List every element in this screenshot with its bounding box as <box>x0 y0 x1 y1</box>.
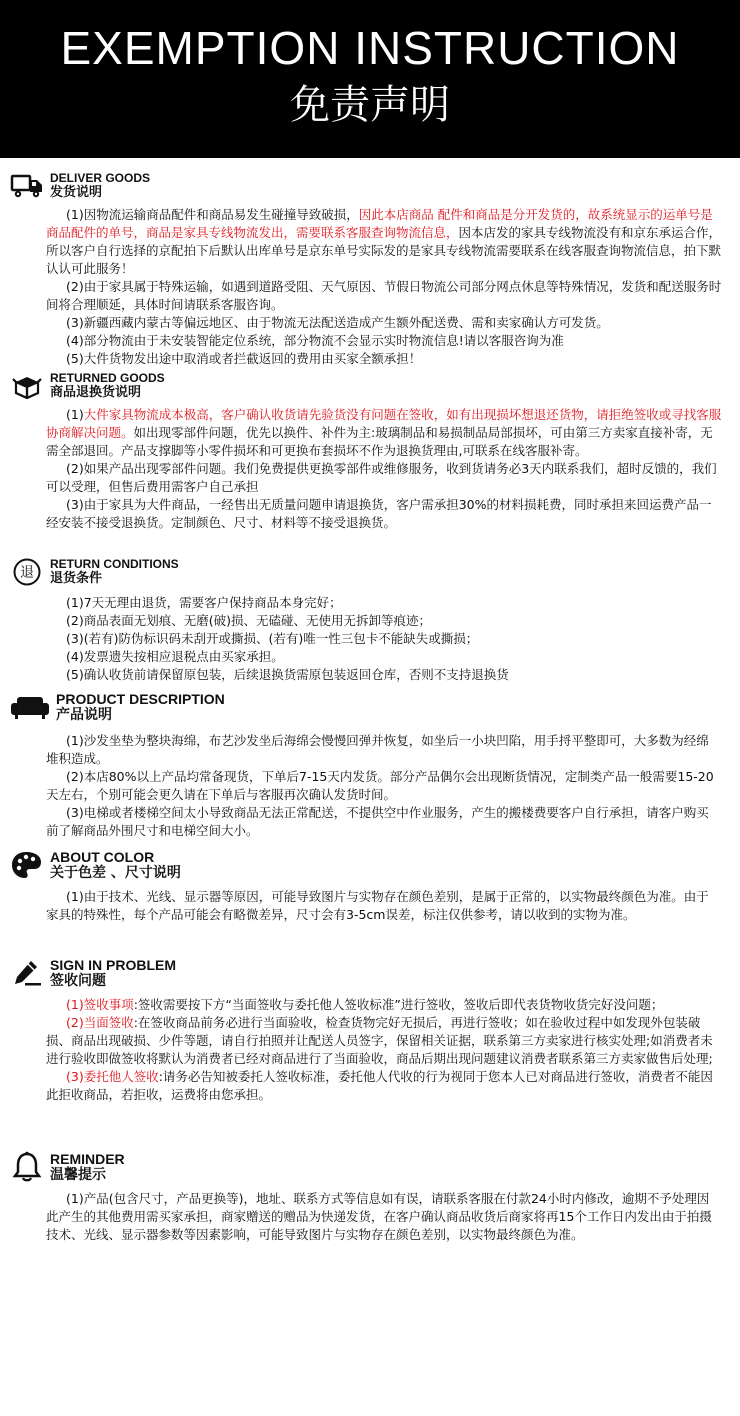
section-deliver-goods <box>0 170 740 368</box>
bell-icon <box>10 1152 44 1182</box>
return-icon-char: 退 <box>20 565 34 581</box>
return-icon <box>10 557 44 587</box>
section-header <box>0 688 740 726</box>
conditions-item-3: (3)(若有)防伪标识码未刮开或撕损、(若有)唯一性三包卡不能缺失或撕损； <box>66 631 479 646</box>
deliver-paragraph-2: (2)由于家具属于特殊运输，如遇到道路受阻、天气原因、节假日物流公司部分网点休息等特殊情况，发货和配送服务时间将合理顺延，具体时间请联系客服咨询。 <box>46 279 722 312</box>
returned-paragraph-2: (2)如果产品出现零部件问题。我们免费提供更换零部件或维修服务，收到货请务必3天内联系我们，超时反馈的，我们可以受理，但售后费用需客户自己承担 <box>46 461 717 494</box>
reminder-paragraph-1: (1)产品(包含尺寸，产品更换等)，地址、联系方式等信息如有误，请联系客服在付款24小时内修改，逾期不予处理因此产生的其他费用需买家承担，商家赠送的赠品为快递发货，在客户确认商品收货后商家将再15个工作日内发出由于拍摄技术、光线、显示器参数等因素影响，可能导致图片与实物存在颜色差别，以实物最终颜色为准。 <box>46 1191 712 1242</box>
deliver-paragraph-3: (3)新疆西藏内蒙古等偏远地区、由于物流无法配送造成产生额外配送费、需和卖家确认方可发货。 <box>66 315 609 330</box>
section-sign-in-problem <box>0 956 740 1104</box>
section-title-zh: 退货条件 <box>50 571 103 586</box>
section-reminder <box>0 1150 740 1244</box>
sofa-icon <box>10 692 50 722</box>
returned-paragraph-3: (3)由于家具为大件商品，一经售出无质量问题申请退换货，客户需承担30%的材料损耗费，同时承担来回运费产品一经安装不接受退换货。定制颜色、尺寸、材料等不接受退换货。 <box>46 497 712 530</box>
section-header <box>0 170 740 202</box>
section-header <box>0 848 740 882</box>
conditions-item-2: (2)商品表面无划痕、无磨(破)损、无磕碰、无使用无拆卸等痕迹； <box>66 613 431 628</box>
section-title-zh: 发货说明 <box>50 185 103 200</box>
truck-icon <box>10 171 44 201</box>
section-header <box>0 370 740 402</box>
header-banner <box>0 0 740 158</box>
section-returned-goods <box>0 370 740 532</box>
conditions-item-4: (4)发票遗失按相应退税点由买家承担。 <box>66 649 284 664</box>
section-title-en: DELIVER GOODS <box>50 171 151 185</box>
section-title-en: RETURNED GOODS <box>50 371 165 385</box>
conditions-item-5: (5)确认收货前请保留原包装，后续退换货需原包装返回仓库，否则不支持退换货 <box>66 667 509 682</box>
section-title-zh: 温馨提示 <box>50 1167 106 1183</box>
deliver-paragraph-4: (4)部分物流由于未安装智能定位系统，部分物流不会显示实时物流信息!请以客服咨询为准 <box>66 333 564 348</box>
deliver-paragraph-5: (5)大件货物发出途中取消或者拦截返回的费用由买家全额承担！ <box>66 351 422 366</box>
product-paragraph-2: (2)本店80%以上产品均常备现货，下单后7-15天内发货。部分产品偶尔会出现断货情况，定制类产品一般需要15-20天左右，个别可能会更久请在下单后与客服再次确认发货时间。 <box>46 769 714 802</box>
product-paragraph-3: (3)电梯或者楼梯空间太小导致商品无法正常配送，不提供空中作业服务，产生的搬楼费要客户自行承担，请客户购买前了解商品外围尺寸和电梯空间大小。 <box>46 805 709 838</box>
box-icon <box>10 371 44 401</box>
section-title-zh: 签收问题 <box>50 973 106 989</box>
sign-paragraph-2: (2)当面签收:在签收商品前务必进行当面验收，检查货物完好无损后，再进行签收；如在验收过程中如发现外包装破损、商品出现破损、少件等题，请自行拍照并让配送人员签字，保留相关证据，联系第三方卖家进行核实处理;如消费者未进行验收即做签收将默认为消费者已经对商品进行了当面验收，商品后期出现问题建议消费者联系第三方卖家做售后处理; <box>46 1015 713 1066</box>
color-paragraph-1: (1)由于技术、光线、显示器等原因，可能导致图片与实物存在颜色差别，是属于正常的，以实物最终颜色为准。由于家具的特殊性，每个产品可能会有略微差异，尺寸会有3-5cm误差，标注仅供参考，请以收到的实物为准。 <box>46 889 709 922</box>
sign-paragraph-3: (3)委托他人签收:请务必告知被委托人签收标准，委托他人代收的行为视同于您本人已对商品进行签收，消费者不能因此拒收商品，若拒收，运费将由您承担。 <box>46 1069 713 1102</box>
section-header <box>0 956 740 990</box>
sign-paragraph-1: (1)签收事项:签收需要按下方“当面签收与委托他人签收标准”进行签收，签收后即代表货物收货完好没问题； <box>66 997 664 1012</box>
title-en: EXEMPTION INSTRUCTION <box>60 22 680 74</box>
product-paragraph-1: (1)沙发坐垫为整块海绵，布艺沙发坐后海绵会慢慢回弹并恢复，如坐后一小块凹陷，用手捋平整即可，大多数为经绵堆积造成。 <box>46 733 709 766</box>
conditions-item-1: (1)7天无理由退货，需要客户保持商品本身完好； <box>66 595 342 610</box>
section-title-zh: 关于色差 、尺寸说明 <box>50 865 181 881</box>
section-title-zh: 商品退换货说明 <box>50 385 142 400</box>
section-about-color <box>0 848 740 924</box>
section-return-conditions <box>0 556 740 684</box>
section-title-en: PRODUCT DESCRIPTION <box>56 691 225 707</box>
section-product-description <box>0 688 740 840</box>
pen-icon <box>10 958 44 988</box>
section-title-en: RETURN CONDITIONS <box>50 557 179 571</box>
section-header <box>0 556 740 588</box>
section-title-en: SIGN IN PROBLEM <box>50 957 177 973</box>
section-title-zh: 产品说明 <box>56 707 112 723</box>
section-title-en: REMINDER <box>50 1151 125 1167</box>
title-zh: 免责声明 <box>290 82 450 128</box>
returned-paragraph-1: (1)大件家具物流成本极高，客户确认收货请先验货没有问题在签收，如有出现损坏想退还货物，请拒绝签收或寻找客服协商解决问题。如出现零部件问题，优先以换件、补件为主:玻璃制品和易损制品局部损坏，可由第三方卖家直接补寄，无需全部退回。产品支撑脚等小零件损坏和可更换布套损坏不作为退换货理由,可联系在线客服补寄。 <box>46 407 722 458</box>
section-header <box>0 1150 740 1184</box>
section-title-en: ABOUT COLOR <box>50 849 155 865</box>
deliver-paragraph-1: (1)因物流运输商品配件和商品易发生碰撞导致破损，因此本店商品 配件和商品是分开发货的，故系统显示的运单号是商品配件的单号，商品是家具专线物流发出，需要联系客服查询物流信息，因本店发的家具专线物流没有和京东承运合作，所以客户自行选择的京配拍下后默认出库单号是京东单号实际发的是家具专线物流需要联系在线客服查询物流信息，拍下默认认可此服务！ <box>46 207 722 276</box>
palette-icon <box>10 850 44 880</box>
